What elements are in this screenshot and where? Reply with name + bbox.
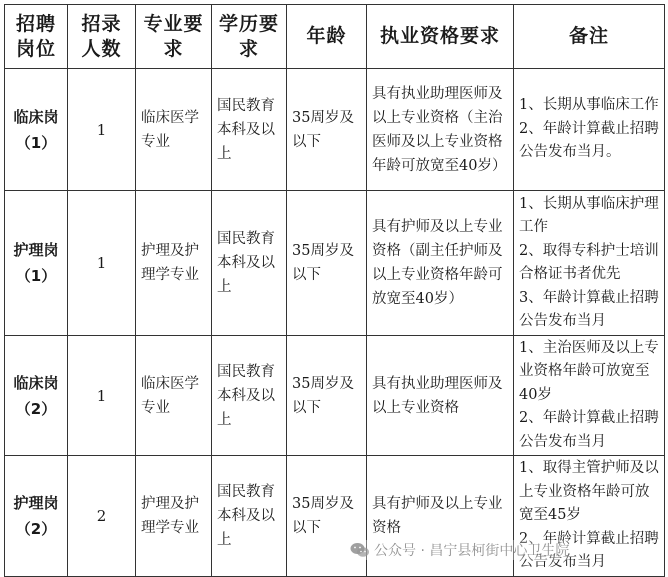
remark-line: 1、取得主管护师及以上专业资格年龄可放宽至45岁 xyxy=(519,460,659,524)
remark-line: 1、长期从事临床工作 xyxy=(519,97,659,114)
remark-line: 3、年龄计算截止招聘公告发布当月 xyxy=(519,289,659,329)
cell-position: 临床岗（1） xyxy=(5,69,68,191)
remark-line: 1、主治医师及以上专业资格年龄可放宽至40岁 xyxy=(519,339,659,403)
cell-major: 临床医学专业 xyxy=(136,336,212,456)
header-qualification: 执业资格要求 xyxy=(367,5,514,69)
remark-line: 2、取得专科护士培训合格证书者优先 xyxy=(519,242,659,282)
cell-qualification: 具有执业助理医师及以上专业资格（主治医师及以上专业资格年龄可放宽至40岁） xyxy=(367,69,514,191)
watermark-text: 公众号 · 昌宁县柯街中心卫生院 xyxy=(374,543,570,559)
header-age: 年龄 xyxy=(287,5,367,69)
cell-education: 国民教育本科及以上 xyxy=(212,456,287,577)
cell-position: 临床岗（2） xyxy=(5,336,68,456)
header-remarks: 备注 xyxy=(514,5,665,69)
remark-line: 2、年龄计算截止招聘公告发布当月 xyxy=(519,530,659,571)
cell-count: 1 xyxy=(68,191,136,336)
header-education: 学历要求 xyxy=(212,5,287,69)
cell-count: 1 xyxy=(68,69,136,191)
remark-line: 2、年龄计算截止招聘公告发布当月 xyxy=(519,410,659,450)
cell-education: 国民教育本科及以上 xyxy=(212,191,287,336)
wechat-icon xyxy=(350,542,370,558)
header-position: 招聘岗位 xyxy=(5,5,68,69)
cell-age: 35周岁及以下 xyxy=(287,69,367,191)
remark-line: 1、长期从事临床护理工作 xyxy=(519,195,659,235)
cell-position: 护理岗（2） xyxy=(5,456,68,577)
cell-age: 35周岁及以下 xyxy=(287,191,367,336)
cell-qualification: 具有护师及以上专业资格（副主任护师及以上专业资格年龄可放宽至40岁） xyxy=(367,191,514,336)
cell-remarks xyxy=(514,191,665,336)
cell-remarks xyxy=(514,336,665,456)
cell-age: 35周岁及以下 xyxy=(287,456,367,577)
cell-remarks xyxy=(514,69,665,191)
remark-line: 2、年龄计算截止招聘公告发布当月。 xyxy=(519,120,659,161)
watermark xyxy=(350,540,569,560)
cell-age: 35周岁及以下 xyxy=(287,336,367,456)
table-row xyxy=(5,191,665,336)
table-row xyxy=(5,336,665,456)
header-count: 招录人数 xyxy=(68,5,136,69)
cell-qualification: 具有执业助理医师及以上专业资格 xyxy=(367,336,514,456)
header-major: 专业要求 xyxy=(136,5,212,69)
recruitment-table xyxy=(4,4,665,577)
cell-major: 护理及护理学专业 xyxy=(136,191,212,336)
cell-qualification: 具有护师及以上专业资格 xyxy=(367,456,514,577)
header-row xyxy=(5,5,665,69)
cell-major: 临床医学专业 xyxy=(136,69,212,191)
cell-education: 国民教育本科及以上 xyxy=(212,69,287,191)
cell-education: 国民教育本科及以上 xyxy=(212,336,287,456)
cell-major: 护理及护理学专业 xyxy=(136,456,212,577)
cell-count: 2 xyxy=(68,456,136,577)
table-row xyxy=(5,69,665,191)
cell-position: 护理岗（1） xyxy=(5,191,68,336)
cell-count: 1 xyxy=(68,336,136,456)
